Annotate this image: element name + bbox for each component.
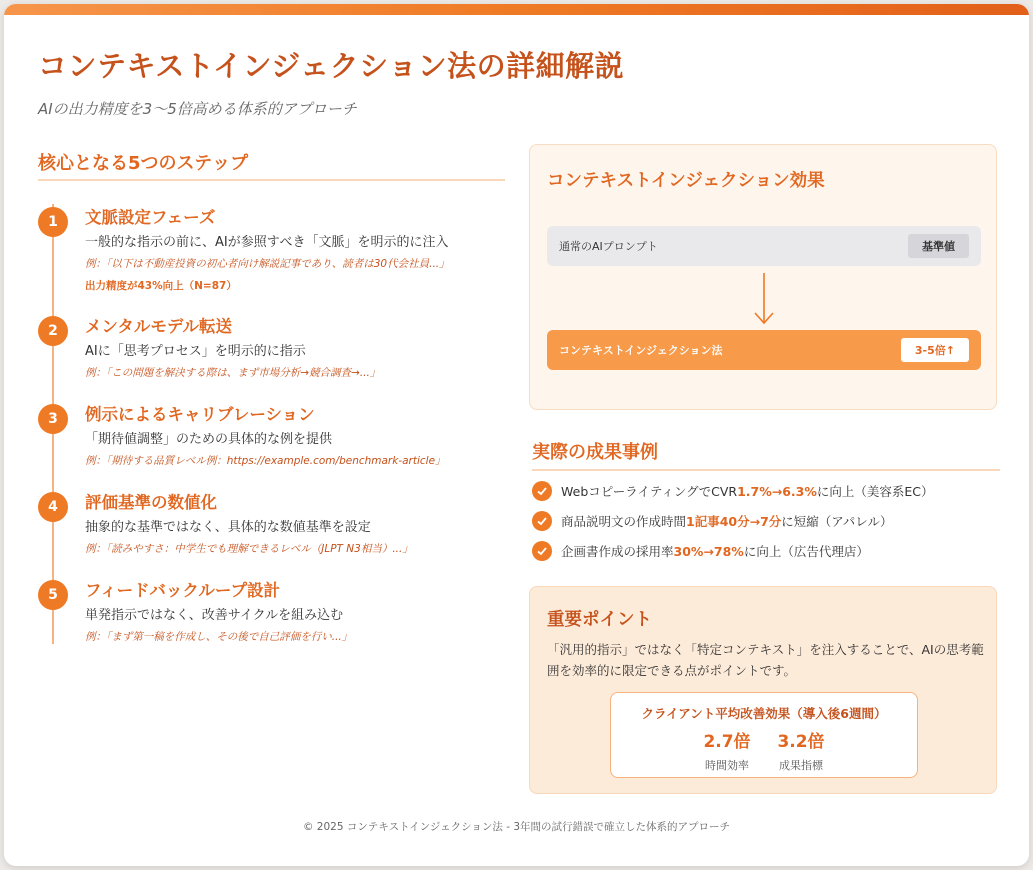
check-icon <box>532 541 552 561</box>
metric-value: 2.7倍 <box>703 732 751 752</box>
step-stat: 出力精度が43%向上（N=87） <box>85 280 237 292</box>
arrow-down-icon <box>752 271 776 327</box>
main-card <box>4 4 1029 866</box>
important-title: 重要ポイント <box>547 610 652 630</box>
metric-label: 時間効率 <box>705 759 749 772</box>
step-number: 5 <box>38 580 68 610</box>
steps-heading: 核心となる5つのステップ <box>38 149 505 181</box>
context-injection-bar <box>547 330 981 370</box>
client-improvement-card <box>610 692 918 778</box>
step-example: 例：「読みやすさ：中学生でも理解できるレベル（JLPT N3相当）...」 <box>85 543 413 555</box>
result-highlight: 1記事40分→7分 <box>686 514 782 529</box>
effect-title: コンテキストインジェクション効果 <box>547 171 825 191</box>
step-title: 評価基準の数値化 <box>85 493 217 512</box>
result-text: 商品説明文の作成時間 <box>561 514 687 529</box>
result-item <box>532 480 934 502</box>
step-example: 例：「期待する品質レベル例：https://example.com/benchmark-article」 <box>85 455 446 467</box>
step-description: 一般的な指示の前に、AIが参照すべき「文脈」を明示的に注入 <box>85 235 449 250</box>
step-title: フィードバックループ設計 <box>85 581 281 600</box>
effect-panel <box>529 144 997 410</box>
check-icon <box>532 511 552 531</box>
important-point-panel <box>529 586 997 794</box>
result-text: 企画書作成の採用率 <box>561 544 674 559</box>
client-card-title: クライアント平均改善効果（導入後6週間） <box>641 706 887 721</box>
step-title: 例示によるキャリブレーション <box>85 405 315 424</box>
step-example: 例：「以下は不動産投資の初心者向け解説記事であり、読者は30代会社員...」 <box>85 258 450 270</box>
result-highlight: 1.7%→6.3% <box>737 483 817 499</box>
step-description: 単発指示ではなく、改善サイクルを組み込む <box>85 608 344 623</box>
normal-prompt-bar <box>547 226 981 266</box>
step-example: 例：「まず第一稿を作成し、その後で自己評価を行い...」 <box>85 631 353 643</box>
step-number: 1 <box>38 207 68 237</box>
result-text: に向上（美容系EC） <box>816 484 934 499</box>
important-text: 「汎用的指示」ではなく「特定コンテキスト」を注入することで、AIの思考範囲を効率的に限定できる点がポイントです。 <box>547 642 984 678</box>
step-number: 4 <box>38 492 68 522</box>
result-text: WebコピーライティングでCVR <box>561 484 738 499</box>
metric-value: 3.2倍 <box>777 732 825 752</box>
result-text: に短縮（アパレル） <box>781 514 893 529</box>
metric-label: 成果指標 <box>779 759 823 772</box>
result-item <box>532 540 869 562</box>
multiplier-badge: 3-5倍↑ <box>901 338 969 362</box>
page-subtitle: AIの出力精度を3〜5倍高める体系的アプローチ <box>38 100 357 118</box>
page-title: コンテキストインジェクション法の詳細解説 <box>38 49 625 83</box>
footer-text: © 2025 コンテキストインジェクション法 - 3年間の試行錯誤で確立した体系的アプローチ <box>302 821 731 833</box>
step-title: メンタルモデル転送 <box>85 317 233 336</box>
step-description: 抽象的な基準ではなく、具体的な数値基準を設定 <box>85 520 371 535</box>
step-description: AIに「思考プロセス」を明示的に指示 <box>85 344 306 359</box>
context-injection-label: コンテキストインジェクション法 <box>559 344 723 357</box>
step-number: 2 <box>38 316 68 346</box>
baseline-badge: 基準値 <box>908 234 969 258</box>
step-number: 3 <box>38 404 68 434</box>
step-example: 例：「この問題を解決する際は、まず市場分析→競合調査→...」 <box>85 367 381 379</box>
metric-time-efficiency <box>691 727 763 773</box>
results-heading: 実際の成果事例 <box>532 438 1000 471</box>
metric-outcome <box>765 727 837 773</box>
step-title: 文脈設定フェーズ <box>85 208 216 227</box>
normal-prompt-label: 通常のAIプロンプト <box>559 240 658 253</box>
top-accent-bar <box>4 4 1029 15</box>
result-item <box>532 510 892 532</box>
step-description: 「期待値調整」のための具体的な例を提供 <box>85 432 333 447</box>
check-icon <box>532 481 552 501</box>
result-highlight: 30%→78% <box>673 543 744 559</box>
result-text: に向上（広告代理店） <box>743 544 869 559</box>
